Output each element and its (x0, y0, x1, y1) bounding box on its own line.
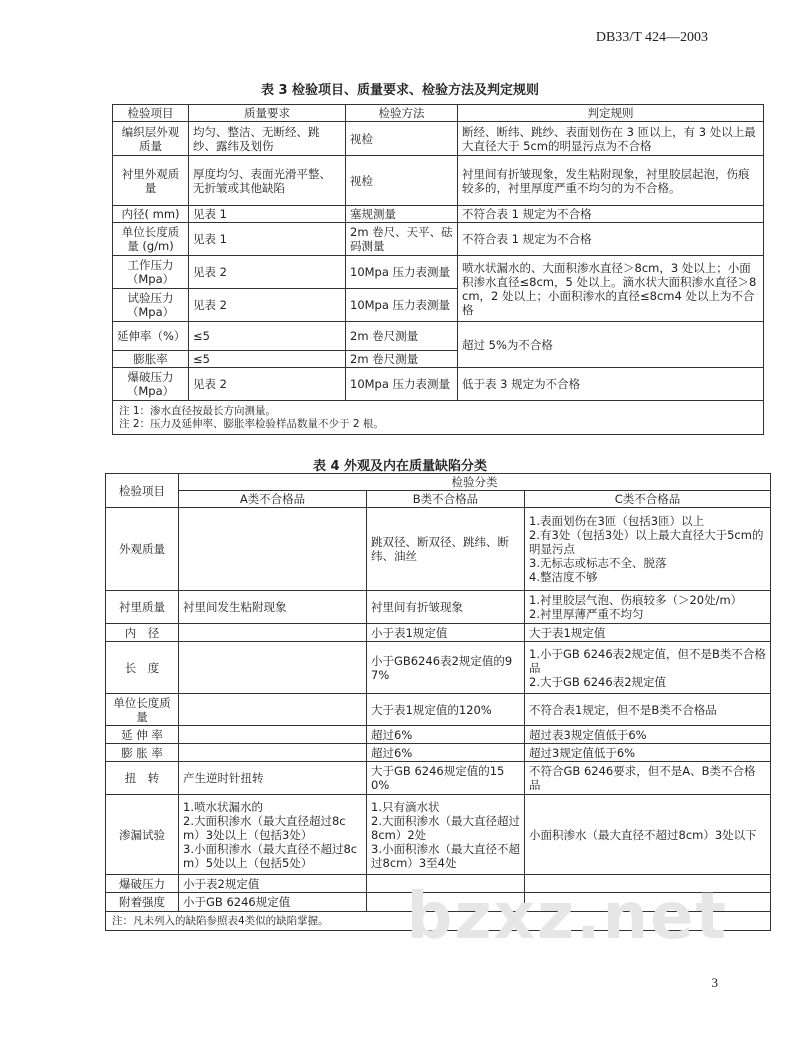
table-row (106, 875, 771, 893)
table4-header-group: 检验分类 (179, 474, 771, 491)
table3-cell: 视检 (346, 122, 458, 156)
table4-header-class-a: A类不合格品 (179, 491, 367, 508)
table3-cell: 10Mpa 压力表测量 (346, 368, 458, 401)
table3-cell: 见表 1 (189, 223, 346, 256)
table3-cell: ≤5 (189, 351, 346, 368)
table4-header-class-b: B类不合格品 (367, 491, 525, 508)
table-row (106, 624, 771, 642)
table4-cell: 跳双径、断双径、跳纬、断纬、油丝 (367, 508, 525, 591)
table3-cell: 10Mpa 压力表测量 (346, 289, 458, 322)
table3-cell: 塞规测量 (346, 206, 458, 223)
table4-cell: 超过6% (367, 726, 525, 744)
table4-cell (179, 744, 367, 762)
table4-cell: 大于GB 6246规定值的150% (367, 762, 525, 795)
table-row (113, 206, 764, 223)
table4-cell: 小于表2规定值 (179, 875, 367, 893)
table-row (113, 368, 764, 401)
table-row (106, 795, 771, 875)
table4-cell: 不符合表1规定，但不是B类不合格品 (525, 694, 771, 726)
watermark: bzxz.net (406, 880, 728, 954)
table3-note: 注 2：压力及延伸率、膨胀率检验样品数量不少于 2 根。 (119, 417, 384, 430)
table3-cell: 爆破压力（Mpa） (113, 368, 189, 401)
table4-cell: 1.表面划伤在3匝（包括3匝）以上 2.有3处（包括3处）以上最大直径大于5cm的明显污点 3.无标志或标志不全、脱落 4.整洁度不够 (525, 508, 771, 591)
document-code: DB33/T 424—2003 (595, 30, 708, 45)
table3-header-cell: 质量要求 (189, 105, 346, 122)
table4-cell: 内 径 (106, 624, 179, 642)
table4-cell: 小面积渗水（最大直径不超过8cm）3处以下 (525, 795, 771, 875)
table4-cell: 渗漏试验 (106, 795, 179, 875)
table3-note: 注 1：渗水直径按最长方向测量。 (119, 404, 277, 417)
table4-cell: 不符合GB 6246要求，但不是A、B类不合格品 (525, 762, 771, 795)
table4-cell: 小于表1规定值 (367, 624, 525, 642)
table3-cell: 膨胀率 (113, 351, 189, 368)
table-row (113, 322, 764, 351)
table4-cell: 1.只有滴水状 2.大面积渗水（最大直径超过8cm）2处 3.小面积渗水（最大直径不超过8cm）3至4处 (367, 795, 525, 875)
table-row (106, 694, 771, 726)
table-row (106, 744, 771, 762)
table-row (106, 726, 771, 744)
table3-cell: 2m 卷尺测量 (346, 351, 458, 368)
table4-cell: 附着强度 (106, 893, 179, 912)
table3-cell: 延伸率（%） (113, 322, 189, 351)
table3-cell: 不符合表 1 规定为不合格 (458, 206, 764, 223)
table3-cell: 见表 2 (189, 368, 346, 401)
table4-cell (179, 624, 367, 642)
table4-header-row (106, 474, 771, 491)
table3-cell: 视检 (346, 156, 458, 206)
table4-cell: 扭 转 (106, 762, 179, 795)
table4-cell: 产生逆时针扭转 (179, 762, 367, 795)
table4-subheader-row (106, 491, 771, 508)
table3-header-cell: 检验项目 (113, 105, 189, 122)
table4-cell (179, 508, 367, 591)
table-row (106, 893, 771, 912)
table3-cell: 编织层外观质量 (113, 122, 189, 156)
table3-cell: 低于表 3 规定为不合格 (458, 368, 764, 401)
table3-cell: 2m 卷尺、天平、砝码测量 (346, 223, 458, 256)
table4-cell: 爆破压力 (106, 875, 179, 893)
table4-cell: 超过3规定值低于6% (525, 744, 771, 762)
table4-cell: 超过6% (367, 744, 525, 762)
table-row (113, 156, 764, 206)
table-row (106, 642, 771, 694)
table4-cell (525, 875, 771, 893)
table4-cell (525, 893, 771, 912)
table3-cell: 试验压力（Mpa） (113, 289, 189, 322)
table3-cell: 内径( mm) (113, 206, 189, 223)
table4-cell: 1.衬里胶层气泡、伤痕较多（＞20处/m） 2.衬里厚薄严重不均匀 (525, 591, 771, 624)
table3-header-cell: 判定规则 (458, 105, 764, 122)
table3-cell: 单位长度质量 (g/m) (113, 223, 189, 256)
table4-header-item: 检验项目 (106, 474, 179, 508)
table4-cell: 衬里间发生粘附现象 (179, 591, 367, 624)
table4-cell: 外观质量 (106, 508, 179, 591)
table3-notes-row (113, 401, 764, 435)
table-row (113, 122, 764, 156)
table3-cell: 见表 1 (189, 206, 346, 223)
table4 (105, 473, 771, 931)
table3-cell: ≤5 (189, 322, 346, 351)
table3-cell: 2m 卷尺测量 (346, 322, 458, 351)
table4-cell: 长 度 (106, 642, 179, 694)
table4-cell: 1.小于GB 6246表2规定值，但不是B类不合格品 2.大于GB 6246表2规定值 (525, 642, 771, 694)
table3-cell: 超过 5%为不合格 (458, 322, 764, 368)
table-row (113, 223, 764, 256)
table4-cell: 衬里间有折皱现象 (367, 591, 525, 624)
table4-cell (367, 893, 525, 912)
table-row (106, 591, 771, 624)
table-row (113, 256, 764, 289)
table4-cell: 衬里质量 (106, 591, 179, 624)
table4-note: 注：凡未列入的缺陷参照表4类似的缺陷掌握。 (106, 912, 771, 931)
table4-cell (179, 694, 367, 726)
table3-cell: 见表 2 (189, 289, 346, 322)
table3-cell: 不符合表 1 规定为不合格 (458, 223, 764, 256)
table4-cell: 单位长度质量 (106, 694, 179, 726)
table4-note-row (106, 912, 771, 931)
table3-pressure-rule-cell: 喷水状漏水的、大面积渗水直径＞8cm，3 处以上；小面积渗水直径≤8cm，5 处以上。滴水状大面积渗水直径＞8cm，2 处以上；小面积渗水的直径≤8cm4 处以上为不合格 (458, 256, 764, 322)
table3 (112, 104, 764, 435)
table4-cell: 超过表3规定值低于6% (525, 726, 771, 744)
table4-cell: 小于GB 6246规定值 (179, 893, 367, 912)
table-row (106, 508, 771, 591)
table4-cell (179, 642, 367, 694)
table4-cell (179, 726, 367, 744)
table4-caption: 表 4 外观及内在质量缺陷分类 (312, 459, 488, 474)
table3-cell: 厚度均匀、表面光滑平整、无折皱或其他缺陷 (189, 156, 346, 206)
table3-header-cell: 检验方法 (346, 105, 458, 122)
table4-cell: 膨 胀 率 (106, 744, 179, 762)
table4-cell: 1.喷水状漏水的 2.大面积渗水（最大直径超过8cm）3处以上（包括3处） 3.小面积渗水（最大直径不超过8cm）5处以上（包括5处） (179, 795, 367, 875)
table3-cell: 10Mpa 压力表测量 (346, 256, 458, 289)
table4-cell: 小于GB6246表2规定值的97% (367, 642, 525, 694)
table3-cell: 工作压力（Mpa） (113, 256, 189, 289)
table3-cell: 衬里外观质量 (113, 156, 189, 206)
table4-header-class-c: C类不合格品 (525, 491, 771, 508)
table3-cell: 衬里间有折皱现象，发生粘附现象，衬里胶层起泡，伤痕较多的，衬里厚度严重不均匀的为不合格。 (458, 156, 764, 206)
table4-cell: 延 伸 率 (106, 726, 179, 744)
table3-notes (113, 401, 764, 435)
table3-cell: 断经、断纬、跳纱、表面划伤在 3 匝以上，有 3 处以上最大直径大于 5cm的明显污点为不合格 (458, 122, 764, 156)
table3-caption: 表 3 检验项目、质量要求、检验方法及判定规则 (260, 83, 540, 98)
table3-cell: 均匀、整洁、无断经、跳纱、露纬及划伤 (189, 122, 346, 156)
table4-cell: 大于表1规定值的120% (367, 694, 525, 726)
table3-cell: 见表 2 (189, 256, 346, 289)
table-row (106, 762, 771, 795)
table4-cell: 大于表1规定值 (525, 624, 771, 642)
table4-cell (367, 875, 525, 893)
table3-header-row (113, 105, 764, 122)
page-number: 3 (711, 975, 718, 990)
